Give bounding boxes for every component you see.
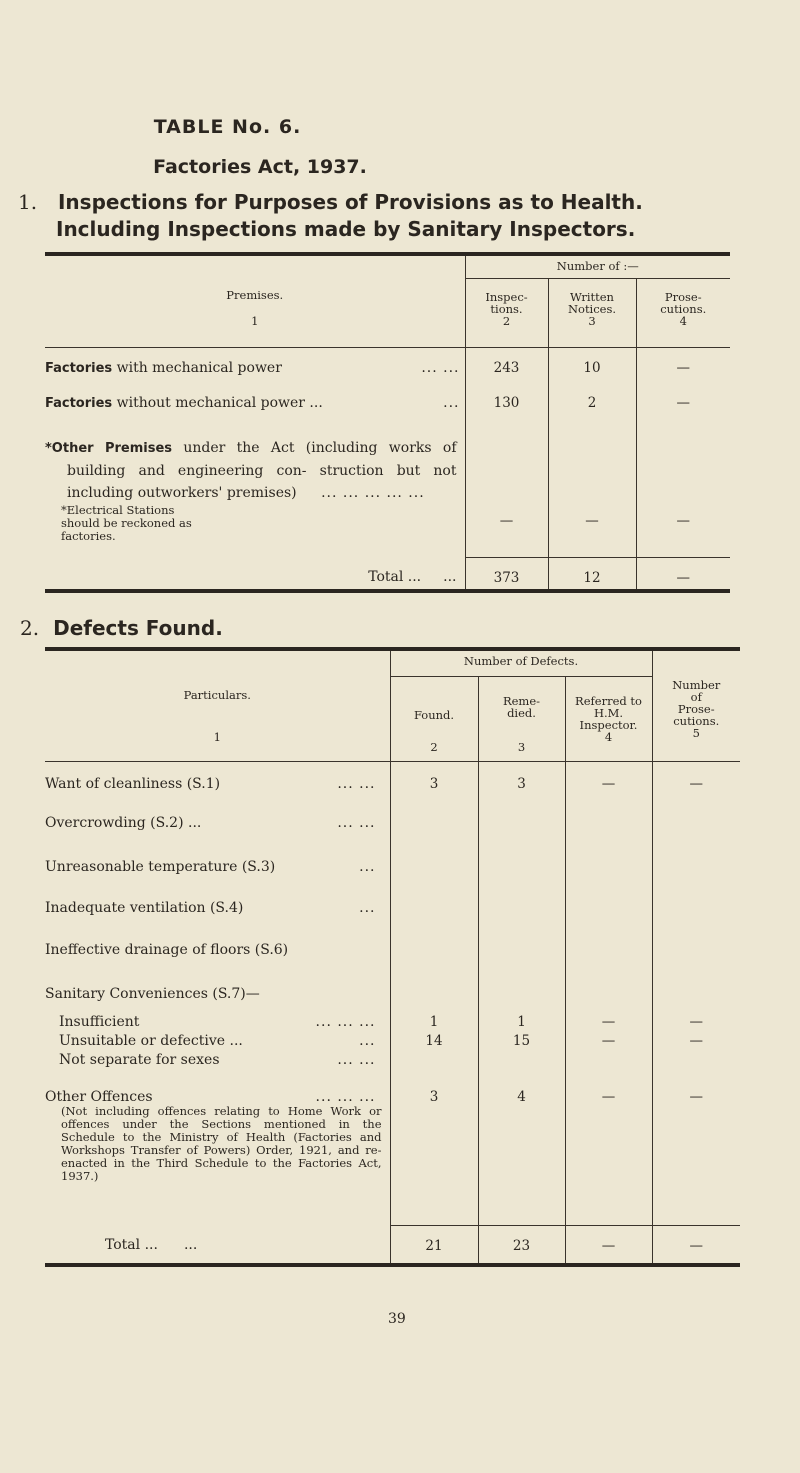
col-label: Referred to H.M. Inspector. [575,693,642,732]
col-label: Reme- died. [502,693,541,720]
cell-value: 1 [478,1012,565,1032]
cell-value [390,1051,478,1079]
cell-value: — [636,429,730,557]
cell-value [652,928,740,968]
total-value: 373 [465,557,548,591]
col-label: Premises. [226,288,284,303]
prosecutions-header [636,278,730,347]
page-number: 39 [388,1311,406,1327]
section2-title: Defects Found. [53,616,223,640]
row-label: Want of cleanliness (S.1) [45,775,221,792]
cell-value: 15 [478,1032,565,1051]
note-row [45,1105,740,1225]
table-row [45,429,730,557]
total-value: 23 [478,1225,565,1265]
row-label: Insufficient [59,1014,140,1030]
col-num: 4 [679,313,687,328]
cell-value [652,845,740,886]
col-num: 3 [517,739,526,754]
col-num: 1 [251,314,259,329]
inspections-table [45,252,730,593]
cell-value: 10 [548,347,636,389]
table-row [45,389,730,429]
col-label: Inspec- tions. [485,289,528,316]
total-value: 21 [390,1225,478,1265]
table-row [45,801,740,845]
section1-number: 1. [18,190,38,214]
cell-value: — [652,1032,740,1051]
row-label: Not separate for sexes [59,1052,220,1068]
cell-value: 1 [390,1012,478,1032]
leader-dots: ... [359,900,376,916]
cell-value [390,928,478,968]
cell-value [390,886,478,928]
col-num: 1 [213,730,221,744]
total-value: — [565,1225,652,1265]
row-label: Overcrowding (S.2) ... [45,815,202,831]
section1-heading [18,189,643,243]
cell-value [390,801,478,845]
particulars-header [45,649,390,761]
cell-value [565,845,652,886]
leader-dots: ... ... [337,1052,376,1068]
col-num: 4 [604,729,613,744]
footnote: *Electrical Stations should be reckoned as factories. [61,503,192,543]
col-num: 2 [430,739,438,754]
col-num: 2 [502,313,511,328]
total-value: 12 [548,557,636,591]
total-row [45,1225,740,1265]
number-of-defects-group-header: Number of Defects. [390,649,652,676]
cell-value: — [565,761,652,801]
row-label: Inadequate ventilation (S.4) [45,900,244,916]
found-header [390,676,478,761]
leader-dots: ... [183,1237,198,1253]
cell-value: 2 [548,389,636,429]
leader-dots: ... ... ... ... ... [321,485,425,501]
cell-value: — [652,1079,740,1105]
leader-dots: ... ... ... [315,1089,376,1105]
total-value: — [636,557,730,591]
cell-value: 243 [465,347,548,389]
col-label: Number of Prose- cutions. [672,678,721,728]
number-of-group-header: Number of :— [465,254,730,278]
total-row [45,557,730,591]
cell-value [478,928,565,968]
row-bold-label: *Other Premises [45,441,172,456]
total-value: — [652,1225,740,1265]
total-label: Total ... [105,1237,158,1253]
inspections-header [465,278,548,347]
cell-value [478,968,565,1012]
table-row [45,761,740,801]
cell-value: 3 [390,761,478,801]
col-label: Particulars. [183,688,251,702]
table-row [45,1051,740,1079]
remedied-header [478,676,565,761]
row-label: Sanitary Conveniences (S.7)— [45,986,260,1002]
leader-dots: ... [443,569,457,585]
cell-value: 14 [390,1032,478,1051]
col-label: Found. [413,707,455,722]
prosecutions-header [652,649,740,761]
leader-dots: ... ... [337,775,376,792]
section2-number: 2. [20,616,40,640]
cell-value [478,1051,565,1079]
row-label: Unsuitable or defective ... [59,1033,243,1049]
cell-value: 130 [465,389,548,429]
table-title: TABLE No. 6. [153,116,302,138]
table-row [45,1079,740,1105]
cell-value: — [565,1012,652,1032]
table-row [45,1032,740,1051]
cell-value: — [565,1032,652,1051]
defects-table [45,647,740,1267]
table-row [45,1012,740,1032]
row-label: Unreasonable temperature (S.3) [45,859,276,875]
cell-value: — [465,429,548,557]
cell-value: 4 [478,1079,565,1105]
referred-header [565,676,652,761]
cell-value [390,845,478,886]
row-label: under the Act (including works of building and engineering con- struction but not including outworkers' premises) [67,440,457,501]
table-row [45,845,740,886]
col-label: Prose- cutions. [660,289,707,316]
cell-value [652,968,740,1012]
row-label: without mechanical power ... [116,395,323,411]
cell-value: — [636,347,730,389]
cell-value: — [652,1012,740,1032]
row-label: with mechanical power [116,359,282,376]
cell-value [565,1051,652,1079]
row-label: Ineffective drainage of floors (S.6) [45,942,289,958]
leader-dots: ... ... [421,359,460,376]
table-row [45,928,740,968]
other-offences-note: (Not including offences relating to Home Work or offences under the Sections mentioned in the Schedule to the Ministry of Health (Factories and Workshops Transfer of Powers) Order, 1921, and re-enacted in the Third Schedule to the Factories Act, 1937.) [61,1104,382,1183]
row-label: Other Offences [45,1089,153,1105]
table-row [45,886,740,928]
total-label: Total ... [368,569,422,585]
col-num: 3 [588,313,596,328]
leader-dots: ... ... [337,815,376,831]
cell-value [565,968,652,1012]
cell-value [565,928,652,968]
table-row [45,347,730,389]
cell-value: — [652,761,740,801]
notices-header [548,278,636,347]
cell-value: — [548,429,636,557]
col-num: 5 [692,726,700,740]
act-title: Factories Act, 1937. [153,156,367,178]
row-bold-label: Factories [45,396,113,411]
leader-dots: ... [359,1033,376,1049]
cell-value: — [636,389,730,429]
row-bold-label: Factories [45,360,113,376]
cell-value [565,801,652,845]
leader-dots: ... ... ... [315,1014,376,1030]
cell-value [478,801,565,845]
cell-value [652,1051,740,1079]
cell-value [565,886,652,928]
cell-value [652,801,740,845]
cell-value: 3 [478,761,565,801]
section1-heading-line1: Inspections for Purposes of Provisions as to Health. [57,190,643,214]
cell-value: 3 [390,1079,478,1105]
section1-heading-line2: Including Inspections made by Sanitary Inspectors. [56,217,636,241]
cell-value: — [565,1079,652,1105]
table-row [45,968,740,1012]
cell-value [652,886,740,928]
leader-dots: ... [359,859,376,875]
leader-dots: ... [443,395,460,411]
section2-heading [20,616,223,640]
premises-header [45,254,465,347]
cell-value [390,968,478,1012]
col-label: Written Notices. [567,289,617,316]
cell-value [478,886,565,928]
cell-value [478,845,565,886]
